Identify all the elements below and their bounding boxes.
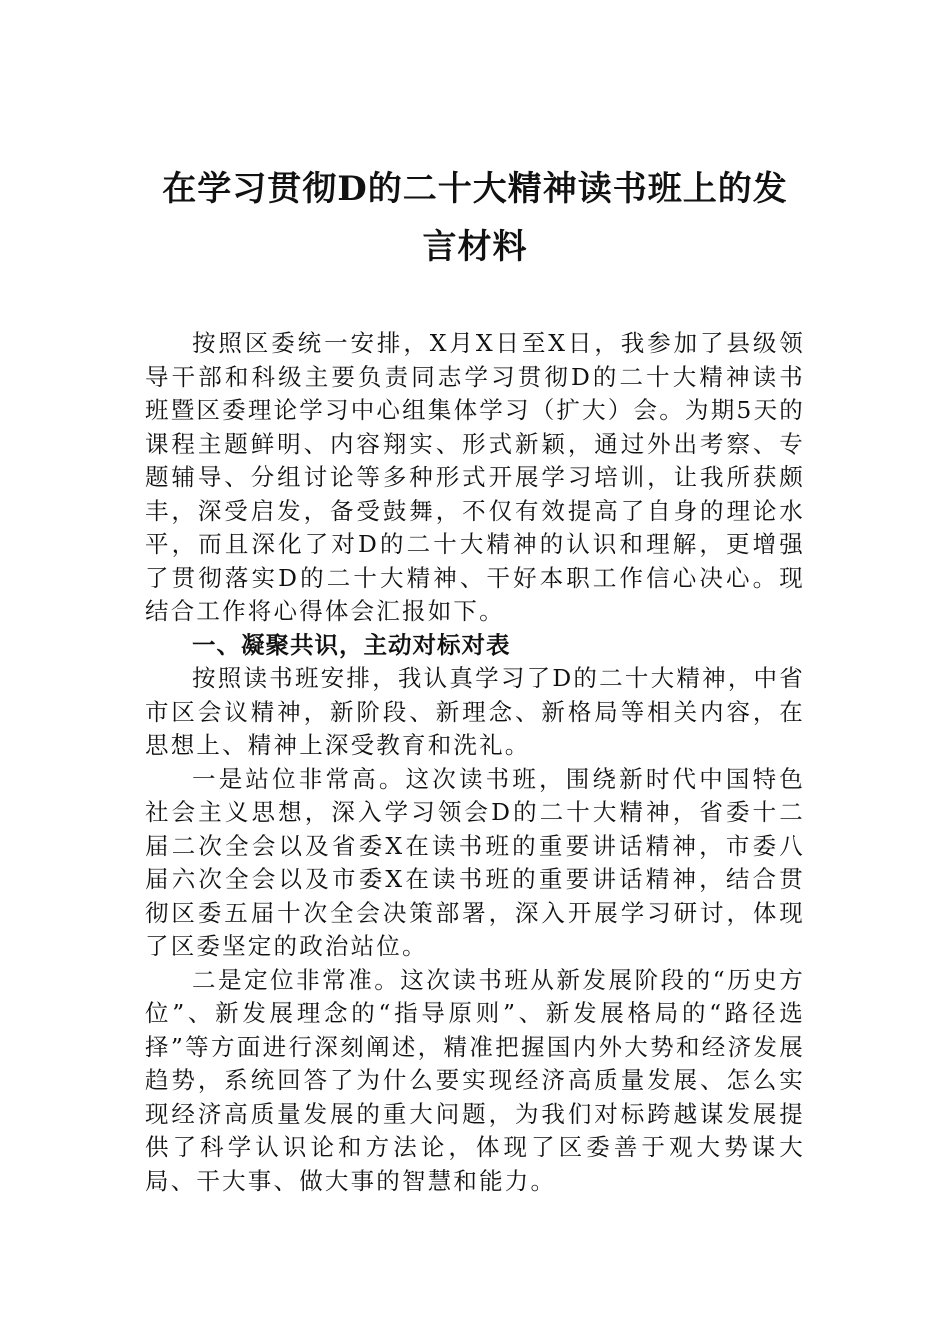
document-body <box>145 327 805 1198</box>
point-one-paragraph: 一是站位非常高。这次读书班，围绕新时代中国特色社会主义思想，深入学习领会D的二十大精神，省委十二届二次全会以及省委X在读书班的重要讲话精神，市委八届六次全会以及市委X在读书班的重要讲话精神，结合贯彻区委五届十次全会决策部署，深入开展学习研讨，体现了区委坚定的政治站位。 <box>145 764 805 960</box>
document-title: 在学习贯彻D的二十大精神读书班上的发言材料 <box>162 169 788 267</box>
point-two-paragraph: 二是定位非常准。这次读书班从新发展阶段的“历史方位”、新发展理念的“指导原则”、新发展格局的“路径选择”等方面进行深刻阐述，精准把握国内外大势和经济发展趋势，系统回答了为什么要实现经济高质量发展、怎么实现经济高质量发展的重大问题，为我们对标跨越谋发展提供了科学认识论和方法论，体现了区委善于观大势谋大局、干大事、做大事的智慧和能力。 <box>145 965 805 1195</box>
section-1-paragraph: 按照读书班安排，我认真学习了D的二十大精神，中省市区会议精神，新阶段、新理念、新格局等相关内容，在思想上、精神上深受教育和洗礼。 <box>145 664 805 759</box>
intro-paragraph: 按照区委统一安排，X月X日至X日，我参加了县级领导干部和科级主要负责同志学习贯彻D的二十大精神读书班暨区委理论学习中心组集体学习（扩大）会。为期5天的课程主题鲜明、内容翔实、形式新颖，通过外出考察、专题辅导、分组讨论等多种形式开展学习培训，让我所获颇丰，深受启发，备受鼓舞，不仅有效提高了自身的理论水平，而且深化了对D的二十大精神的认识和理解，更增强了贯彻落实D的二十大精神、干好本职工作信心决心。现结合工作将心得体会汇报如下。 <box>145 329 805 625</box>
section-heading-1: 一、凝聚共识，主动对标对表 <box>192 630 511 659</box>
